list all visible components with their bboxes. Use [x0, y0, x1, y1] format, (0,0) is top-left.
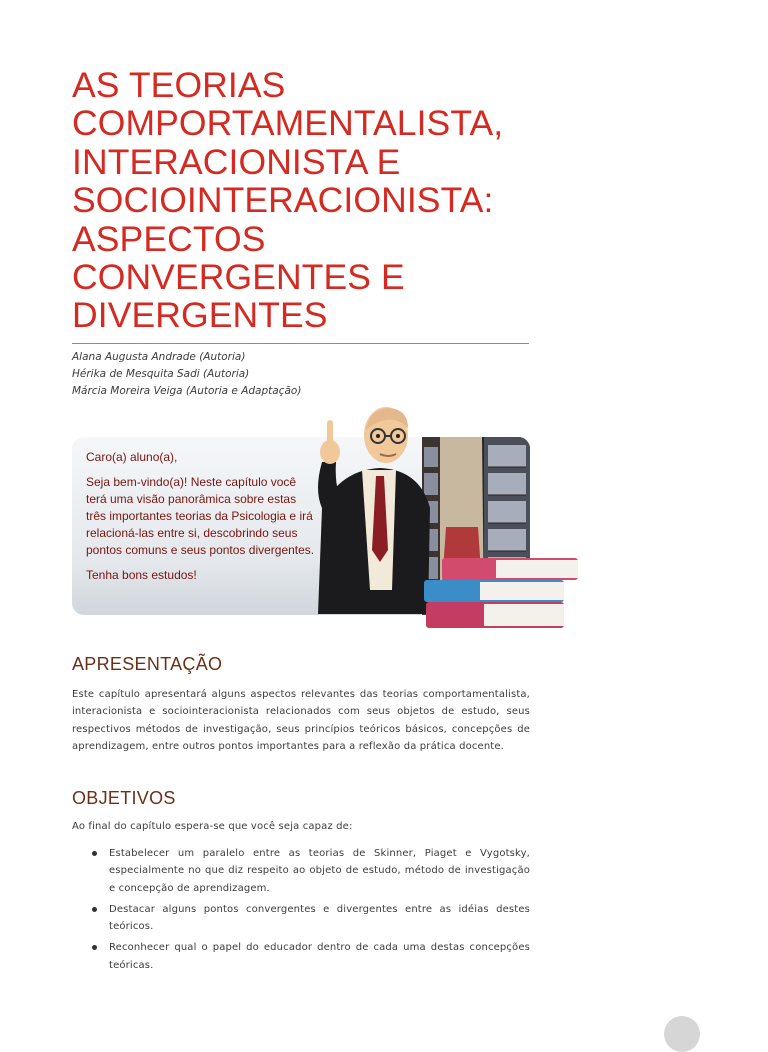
author-list: [72, 349, 532, 400]
welcome-message: Seja bem-vindo(a)! Neste capítulo você terá uma visão panorâmica sobre estas três importantes teorias da Psicologia e irá relacioná-las entre si, descobrindo seus pontos comuns e seus pontos divergentes.: [86, 475, 315, 557]
title-line: COMPORTAMENTALISTA,: [72, 103, 504, 144]
list-item: Destacar alguns pontos convergentes e divergentes entre as idéias destes teóricos.: [72, 901, 530, 936]
title-line: ASPECTOS: [72, 218, 266, 259]
title-line: SOCIOINTERACIONISTA:: [72, 180, 494, 221]
title-line: DIVERGENTES: [72, 295, 328, 336]
objetivos-intro: Ao final do capítulo espera-se que você seja capaz de:: [72, 821, 353, 832]
title-divider: [72, 343, 529, 344]
title-line: CONVERGENTES E: [72, 257, 405, 298]
welcome-closing: Tenha bons estudos!: [86, 568, 197, 582]
title-line: INTERACIONISTA E: [72, 141, 401, 182]
list-item: Reconhecer qual o papel do educador dentro de cada uma destas concepções teóricas.: [72, 939, 530, 974]
page-number-badge: [664, 1016, 700, 1052]
welcome-text: [86, 449, 318, 592]
author-line: Márcia Moreira Veiga (Autoria e Adaptação): [72, 385, 302, 397]
section-heading-objetivos: OBJETIVOS: [72, 788, 176, 808]
title-line: AS TEORIAS: [72, 65, 286, 105]
section-heading-apresentacao: APRESENTAÇÃO: [72, 654, 223, 674]
apresentacao-paragraph: Este capítulo apresentará alguns aspectos relevantes das teorias comportamentalista, interacionista e sociointeracionista relacionados com seus objetos de estudo, seus respectivos métodos de investigação, seus princípios teóricos básicos, concepções de aprendizagem, entre outros pontos importantes para a reflexão da prática docente.: [72, 689, 530, 752]
author-line: Alana Augusta Andrade (Autoria): [72, 351, 246, 363]
welcome-greeting: Caro(a) aluno(a),: [86, 450, 178, 464]
chapter-title: [72, 66, 542, 335]
objectives-list: [72, 845, 530, 978]
teacher-illustration: [300, 400, 590, 640]
author-line: Hérika de Mesquita Sadi (Autoria): [72, 368, 250, 380]
list-item: Estabelecer um paralelo entre as teorias de Skinner, Piaget e Vygotsky, especialmente no que diz respeito ao objeto de estudo, método de investigação e concepção de aprendizagem.: [72, 845, 530, 897]
